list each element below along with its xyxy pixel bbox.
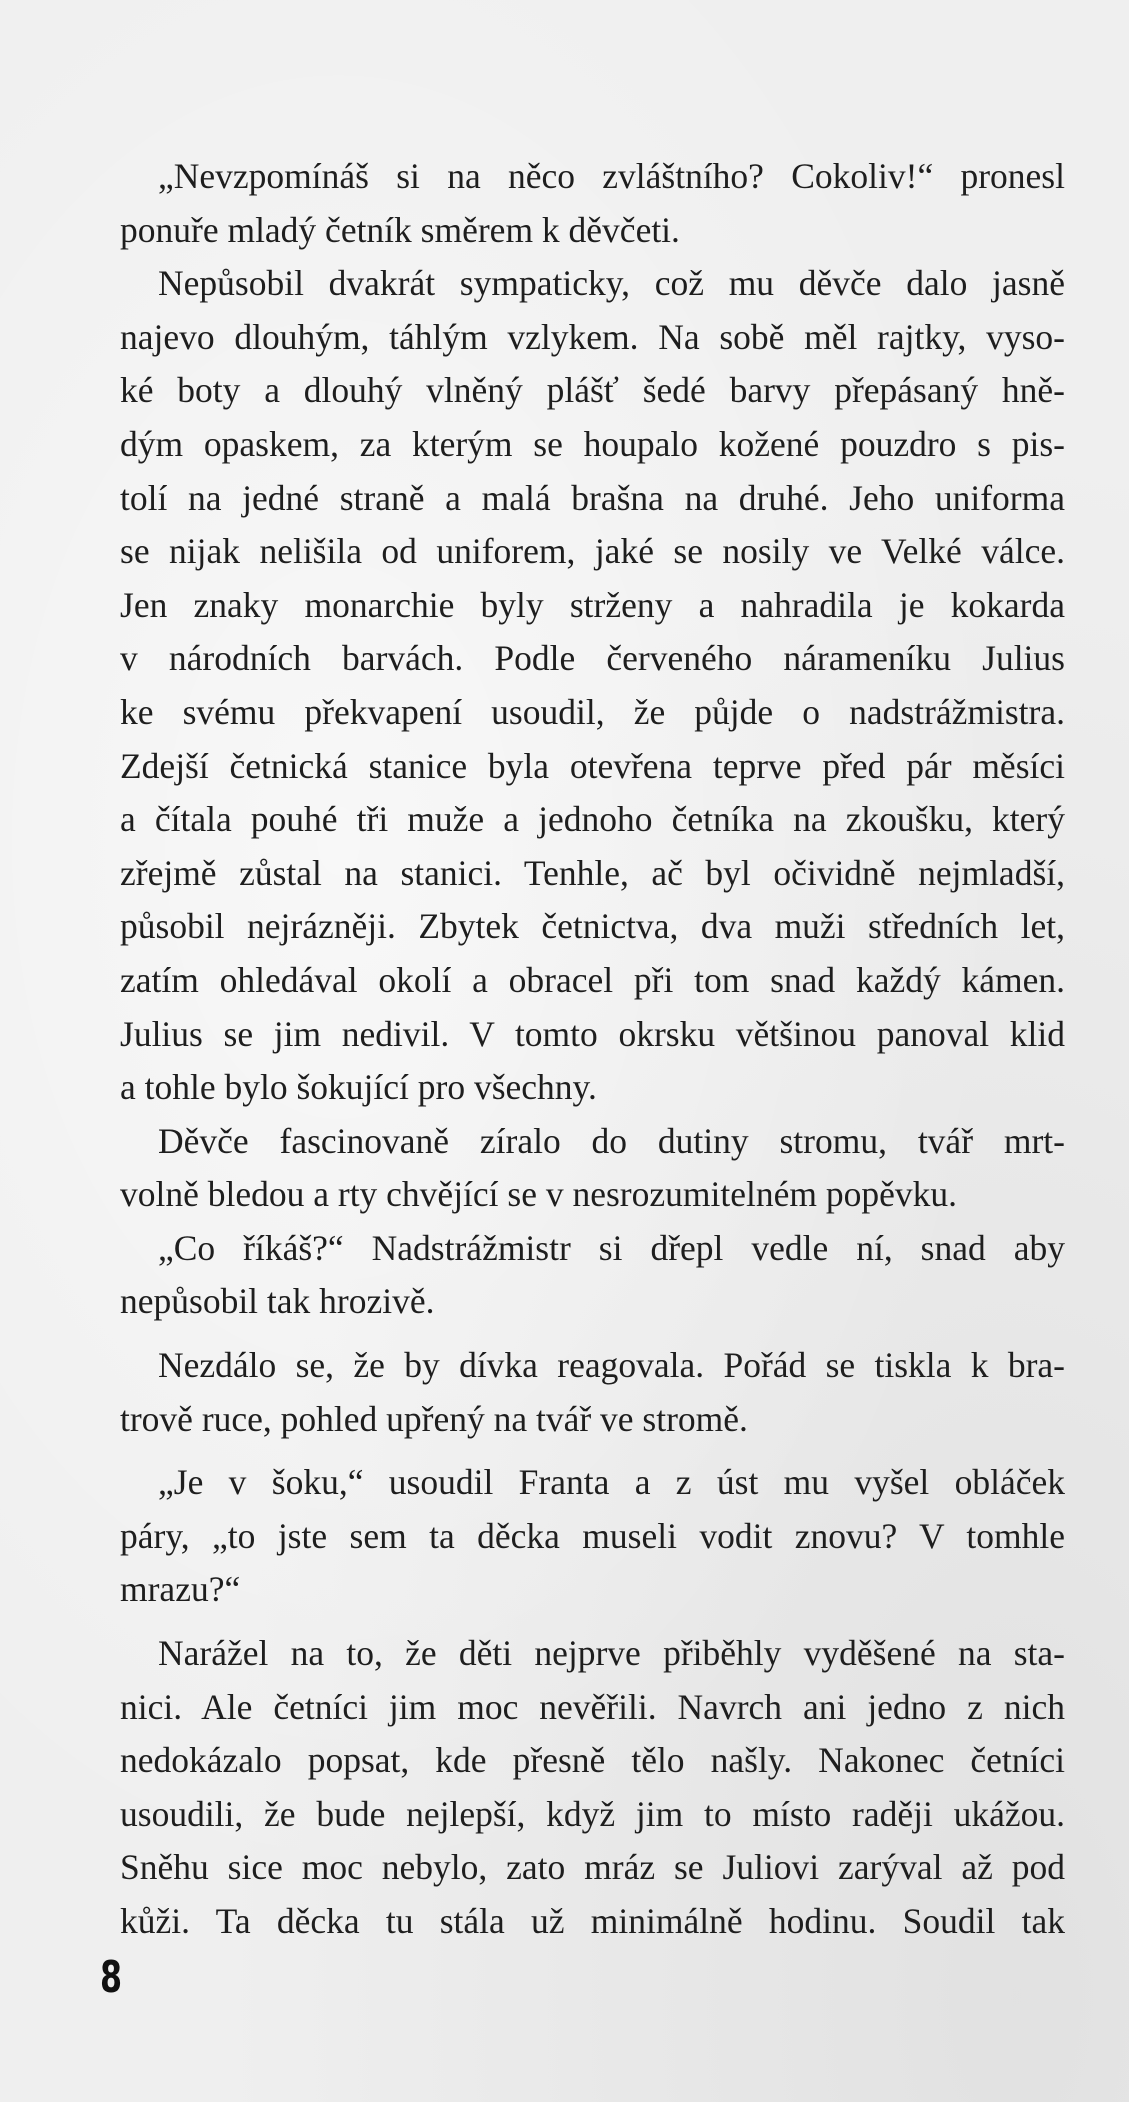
text-line: Jen znaky monarchie byly strženy a nahradila je kokarda — [120, 584, 1065, 625]
text-line: Nezdálo se, že by dívka reagovala. Pořád se tiskla k bra- — [158, 1345, 1065, 1386]
body-text — [120, 150, 1065, 1949]
text-line: „Nevzpomínáš si na něco zvláštního? Cokoliv!“ pronesl — [158, 156, 1065, 196]
text-line: Zdejší četnická stanice byla otevřena teprve před pár měsíci — [120, 745, 1065, 786]
text-line: najevo dlouhým, táhlým vzlykem. Na sobě měl rajtky, vyso- — [120, 316, 1065, 357]
text-line: usoudili, že bude nejlepší, když jim to místo raději ukážou. — [120, 1793, 1065, 1834]
text-line: Sněhu sice moc nebylo, zato mráz se Juliovi zarýval až pod — [120, 1847, 1065, 1888]
text-line: mrazu?“ — [120, 1569, 241, 1610]
text-line: Nepůsobil dvakrát sympaticky, což mu děvče dalo jasně — [158, 263, 1065, 304]
page-number: 8 — [100, 1952, 123, 2003]
text-line: tolí na jedné straně a malá brašna na druhé. Jeho uniforma — [120, 477, 1065, 518]
text-line: trově ruce, pohled upřený na tvář ve stromě. — [120, 1398, 748, 1439]
text-line: „Je v šoku,“ usoudil Franta a z úst mu vyšel obláček — [158, 1462, 1065, 1503]
text-line: působil nejrázněji. Zbytek četnictva, dva muži středních let, — [120, 906, 1065, 947]
text-line: a čítala pouhé tři muže a jednoho četníka na zkoušku, který — [120, 799, 1065, 840]
text-line: páry, „to jste sem ta děcka museli vodit znovu? V tomhle — [120, 1515, 1065, 1556]
text-line: ponuře mladý četník směrem k děvčeti. — [120, 209, 680, 250]
text-line: se nijak nelišila od uniforem, jaké se nosily ve Velké válce. — [120, 531, 1065, 572]
text-line: Julius se jim nedivil. V tomto okrsku většinou panoval klid — [120, 1013, 1065, 1054]
text-line: dým opaskem, za kterým se houpalo kožené pouzdro s pis- — [120, 423, 1065, 464]
text-line: zřejmě zůstal na stanici. Tenhle, ač byl očividně nejmladší, — [120, 852, 1065, 893]
text-line: Narážel na to, že děti nejprve přiběhly vyděšené na sta- — [158, 1633, 1065, 1674]
text-line: nepůsobil tak hrozivě. — [120, 1281, 435, 1322]
text-line: ké boty a dlouhý vlněný plášť šedé barvy přepásaný hně- — [120, 370, 1065, 411]
text-line: ke svému překvapení usoudil, že půjde o nadstrážmistra. — [120, 691, 1065, 732]
text-line: v národních barvách. Podle červeného nárameníku Julius — [120, 638, 1065, 679]
text-line: volně bledou a rty chvějící se v nesrozumitelném popěvku. — [120, 1174, 957, 1215]
text-line: nici. Ale četníci jim moc nevěřili. Navrch ani jedno z nich — [120, 1686, 1065, 1727]
text-line: Děvče fascinovaně zíralo do dutiny stromu, tvář mrt- — [158, 1120, 1065, 1161]
text-line: kůži. Ta děcka tu stála už minimálně hodinu. Soudil tak — [120, 1901, 1065, 1941]
text-line: „Co říkáš?“ Nadstrážmistr si dřepl vedle ní, snad aby — [158, 1227, 1065, 1268]
text-line: a tohle bylo šokující pro všechny. — [120, 1067, 597, 1108]
text-line: zatím ohledával okolí a obracel při tom snad každý kámen. — [120, 959, 1065, 1000]
text-line: nedokázalo popsat, kde přesně tělo našly. Nakonec četníci — [120, 1740, 1065, 1781]
